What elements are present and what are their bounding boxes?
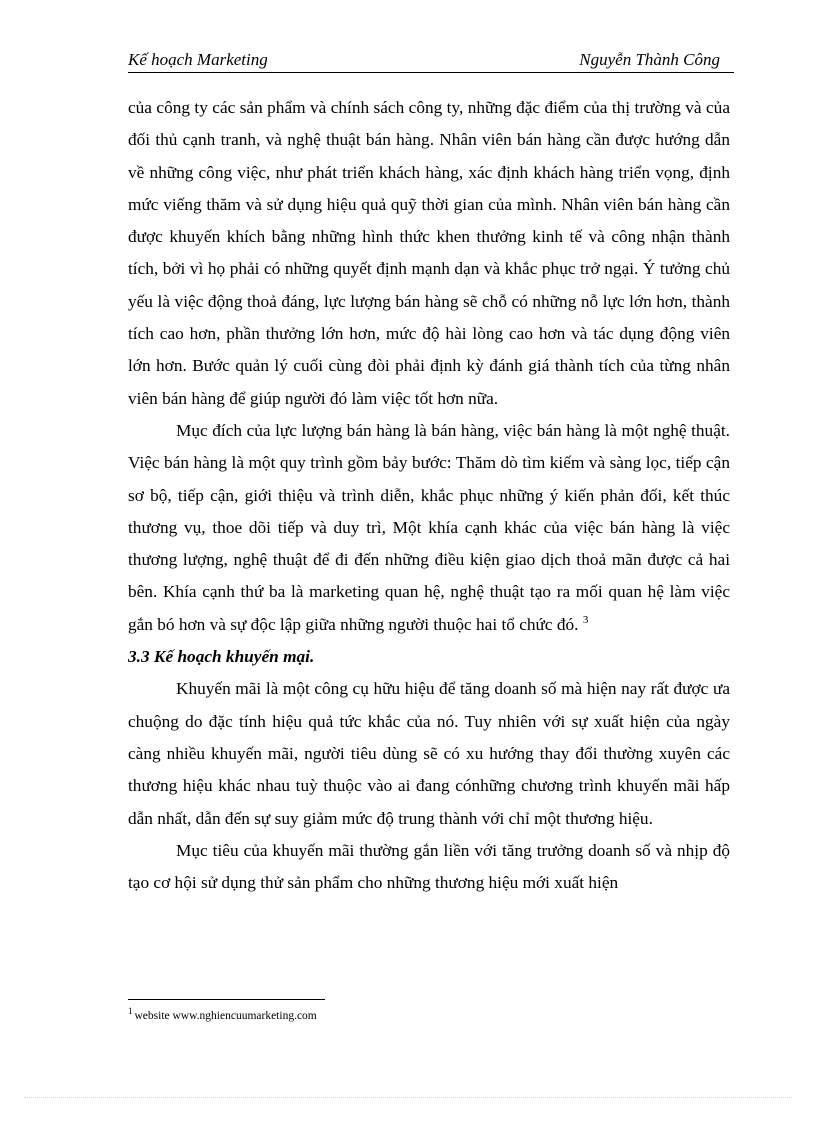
footnote-number: 1 xyxy=(128,1006,133,1017)
header-document-title: Kế hoạch Marketing xyxy=(128,50,268,69)
footnote-reference: 3 xyxy=(582,613,589,626)
section-heading-promotion-plan: 3.3 Kế hoạch khuyến mại. xyxy=(128,647,315,667)
paragraph-promotion-goals: Mục tiêu của khuyến mãi thường gắn liền với tăng trưởng doanh số và nhịp độ tạo cơ hội sử dụng thử sản phẩm cho những thương hiệu mới xuất hiện xyxy=(128,840,730,893)
paragraph-promotion-intro: Khuyến mãi là một công cụ hữu hiệu để tăng doanh số mà hiện nay rất được ưa chuộng do đặc tính hiệu quả tức khắc của nó. Tuy nhiên với sự xuất hiện của ngày càng nhiều khuyến mãi, người tiêu dùng sẽ có xu hướng thay đổi thường xuyên các thương hiệu khác nhau tuỳ thuộc vào ai đang cónhững chương trình khuyến mãi hấp dẫn nhất, dẫn đến sự suy giảm mức độ trung thành với chỉ một thương hiệu. xyxy=(128,679,730,828)
footnote xyxy=(128,1006,317,1022)
footnote-text: website www.nghiencuumarketing.com xyxy=(134,1010,317,1022)
page-header xyxy=(128,48,734,73)
page-bottom-edge xyxy=(24,1097,792,1098)
document-body xyxy=(128,92,730,899)
header-author: Nguyễn Thành Công xyxy=(579,50,720,69)
paragraph-sales-purpose xyxy=(128,415,730,641)
paragraph-sales-purpose-text: Mục đích của lực lượng bán hàng là bán hàng, việc bán hàng là một nghệ thuật. Việc bán hàng là một quy trình gồm bảy bước: Thăm dò tìm kiếm và sàng lọc, tiếp cận sơ bộ, tiếp cận, giới thiệu và trình diễn, khắc phục những ý kiến phản đối, kết thúc thương vụ, thoe dõi tiếp và duy trì, Một khía cạnh khác của việc bán hàng là việc thương lượng, nghệ thuật để đi đến những điều kiện giao dịch thoả mãn được cả hai bên. Khía cạnh thứ ba là marketing quan hệ, nghệ thuật tạo ra mối quan hệ làm việc gắn bó hơn và sự độc lập giữa những người thuộc hai tổ chức đó. xyxy=(128,420,730,634)
paragraph-sales-training: của công ty các sản phẩm và chính sách công ty, những đặc điểm của thị trường và của đối thủ cạnh tranh, và nghệ thuật bán hàng. Nhân viên bán hàng cần được hướng dẫn về những công việc, như phát triển khách hàng, xác định khách hàng triển vọng, định mức viếng thăm và sử dụng hiệu quả quỹ thời gian của mình. Nhân viên bán hàng cần được khuyến khích bằng những hình thức khen thưởng kinh tế và công nhận thành tích, bởi vì họ phải có những quyết định mạnh dạn và khắc phục trở ngại. Ý tưởng chủ yếu là việc động thoả đáng, lực lượng bán hàng sẽ chỗ có những nỗ lực lớn hơn, thành tích cao hơn, phần thưởng lớn hơn, mức độ hài lòng cao hơn và tác dụng động viên lớn hơn. Bước quản lý cuối cùng đòi phải định kỳ đánh giá thành tích của từng nhân viên bán hàng để giúp người đó làm việc tốt hơn nữa. xyxy=(128,98,730,408)
footnote-separator xyxy=(128,999,325,1000)
